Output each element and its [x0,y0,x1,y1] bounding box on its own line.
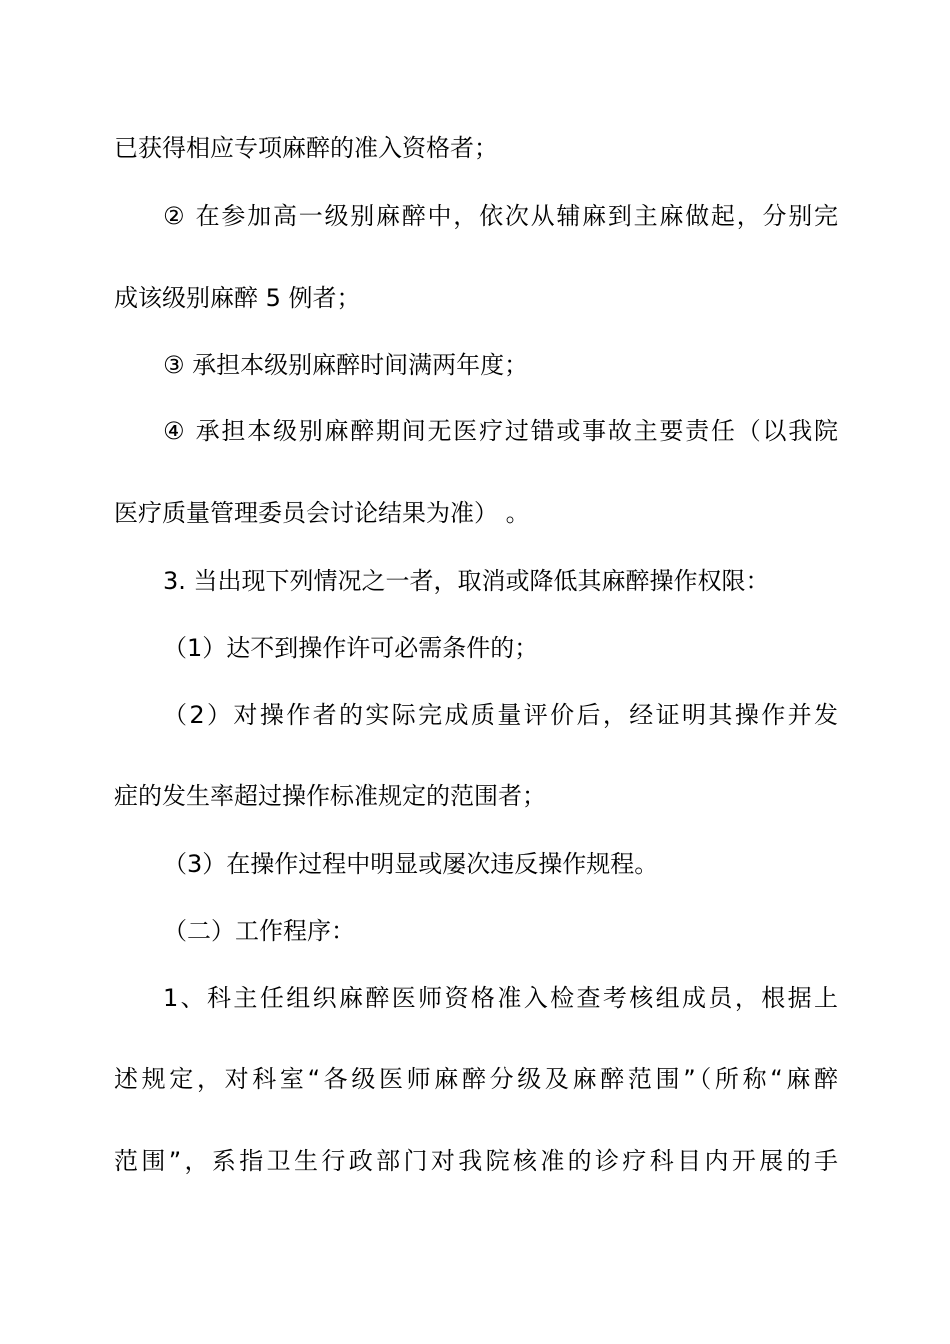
text-line-12: （二）工作程序： [163,917,355,945]
text-line-2: ② 在参加高一级别麻醉中，依次从辅麻到主麻做起，分别完 [163,202,838,230]
text-line-6: 医疗质量管理委员会讨论结果为准） 。 [114,499,530,527]
text-line-1: 已获得相应专项麻醉的准入资格者； [114,134,498,162]
text-line-14: 述规定，对科室“各级医师麻醉分级及麻醉范围”（所称“麻醉 [114,1065,838,1093]
text-line-10: 症的发生率超过操作标准规定的范围者； [114,782,546,810]
text-line-5: ④ 承担本级别麻醉期间无医疗过错或事故主要责任（以我院 [163,417,838,445]
text-line-4: ③ 承担本级别麻醉时间满两年度； [163,351,529,379]
text-line-11: （3）在操作过程中明显或屡次违反操作规程。 [163,850,659,878]
text-line-7: 3. 当出现下列情况之一者，取消或降低其麻醉操作权限： [163,567,770,595]
text-line-8: （1）达不到操作许可必需条件的； [163,634,539,662]
text-line-15: 范围”，系指卫生行政部门对我院核准的诊疗科目内开展的手 [114,1147,838,1175]
text-line-3: 成该级别麻醉 5 例者； [114,284,361,312]
text-line-9: （2）对操作者的实际完成质量评价后，经证明其操作并发 [163,701,838,729]
text-line-13: 1、科主任组织麻醉医师资格准入检查考核组成员，根据上 [163,984,838,1012]
